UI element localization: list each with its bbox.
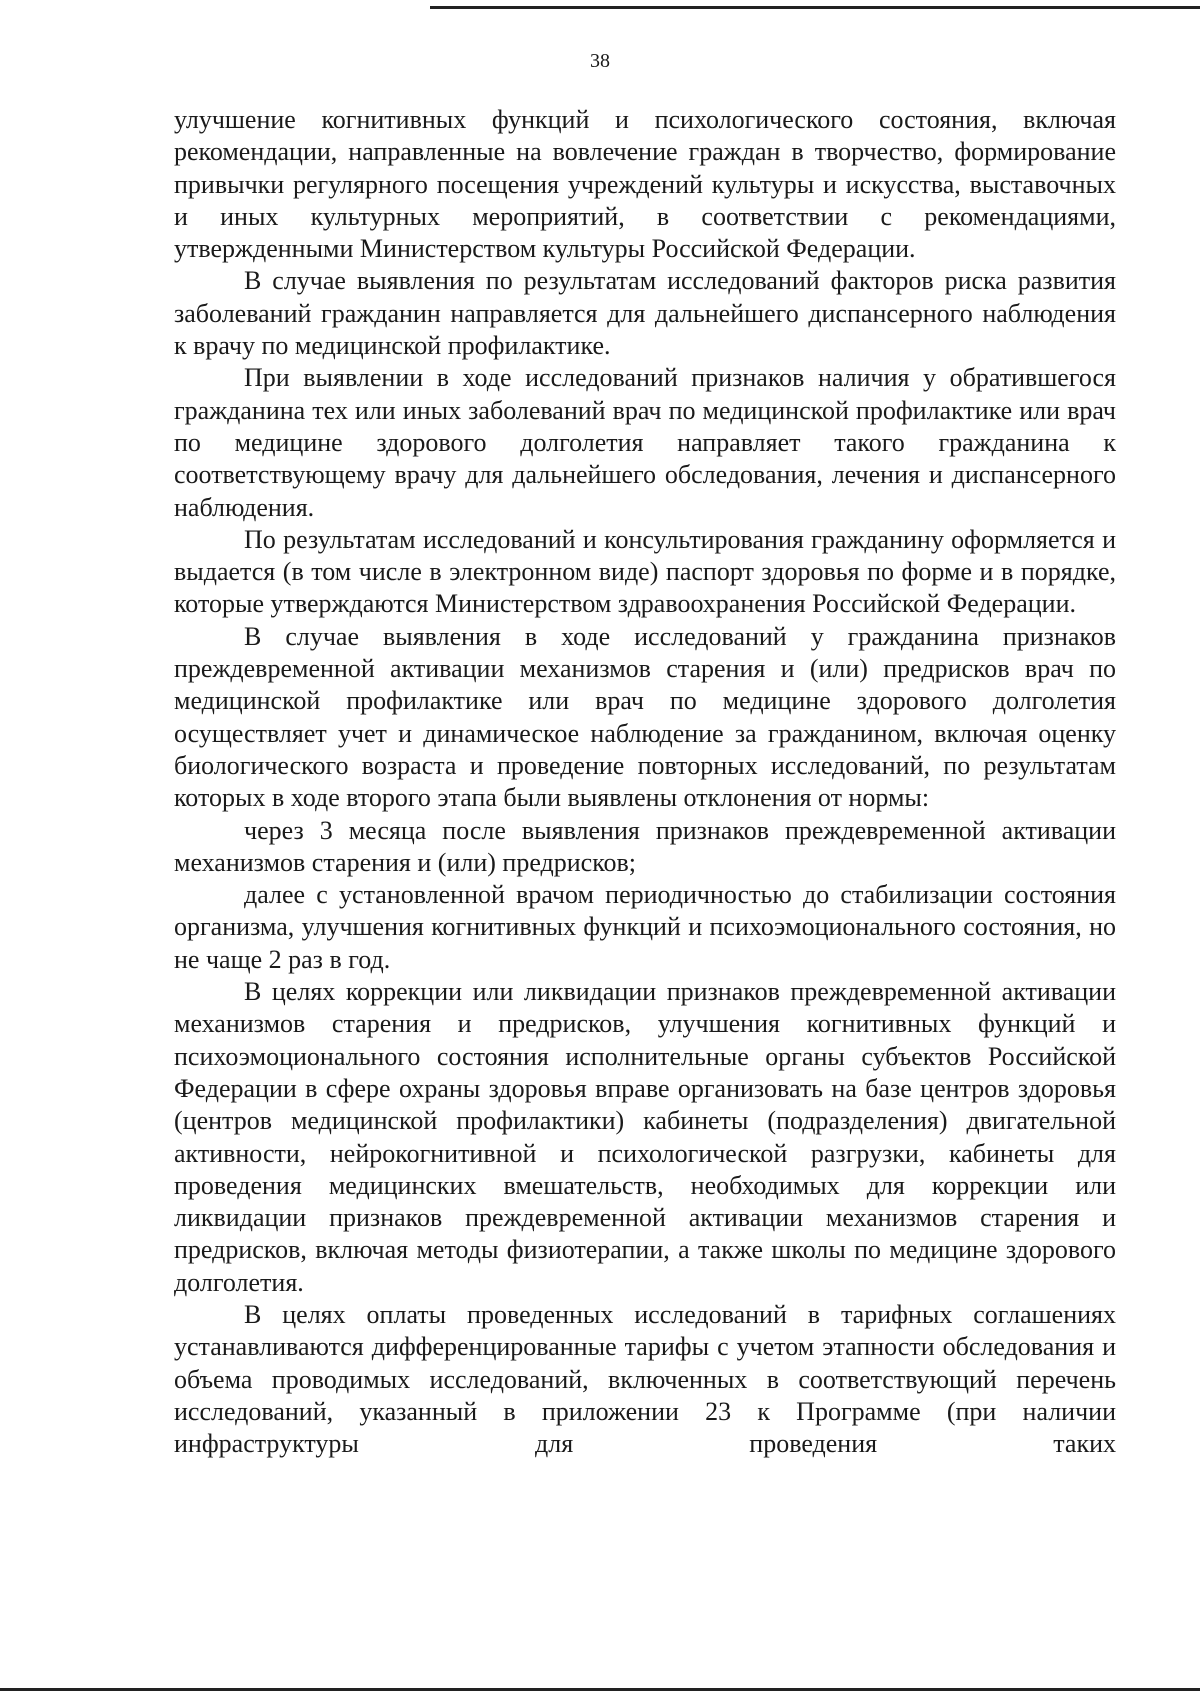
paragraph-tariffs: В целях оплаты проведенных исследований в тарифных соглашениях устанавливаются дифференцированные тарифы с учетом этапности обследования и объема проводимых исследований, включенных в соответствующий перечень исследований, указанный в приложении 23 к Программе (при наличии инфраструктуры для проведения таких	[174, 1299, 1116, 1459]
paragraph-health-centers: В целях коррекции или ликвидации признаков преждевременной активации механизмов старения и предрисков, улучшения когнитивных функций и психоэмоционального состояния исполнительные органы субъектов Российской Федерации в сфере охраны здоровья вправе организовать на базе центров здоровья (центров медицинской профилактики) кабинеты (подразделения) двигательной активности, нейрокогнитивной и психологической разгрузки, кабинеты для проведения медицинских вмешательств, необходимых для коррекции или ликвидации признаков преждевременной активации механизмов старения и предрисков, включая методы физиотерапии, а также школы по медицине здорового долголетия.	[174, 977, 1116, 1297]
paragraph-risk-factors: В случае выявления по результатам исследований факторов риска развития заболеваний гражданин направляется для дальнейшего диспансерного наблюдения к врачу по медицинской профилактике.	[174, 266, 1116, 361]
bottom-scan-rule	[0, 1688, 1200, 1691]
paragraph-premature-aging: В случае выявления в ходе исследований у гражданина признаков преждевременной активации механизмов старения и (или) предрисков врач по медицинской профилактике или врач по медицине здорового долголетия осуществляет учет и динамическое наблюдение за гражданином, включая оценку биологического возраста и проведение повторных исследований, по результатам которых в ходе второго этапа были выявлены отклонения от нормы:	[174, 621, 1116, 813]
paragraph-health-passport: По результатам исследований и консультирования гражданину оформляется и выдается (в том числе в электронном виде) паспорт здоровья по форме и в порядке, которые утверждаются Министерством здравоохранения Российской Федерации.	[174, 524, 1116, 619]
paragraph-periodicity: далее с установленной врачом периодичностью до стабилизации состояния организма, улучшения когнитивных функций и психоэмоционального состояния, но не чаще 2 раз в год.	[174, 880, 1116, 974]
document-body	[174, 104, 1116, 1460]
paragraph-three-months: через 3 месяца после выявления признаков преждевременной активации механизмов старения и (или) предрисков;	[174, 815, 1116, 877]
page-number: 38	[590, 50, 610, 72]
top-scan-rule	[430, 6, 1200, 9]
paragraph-cognitive-functions: улучшение когнитивных функций и психологического состояния, включая рекомендации, направленные на вовлечение граждан в творчество, формирование привычки регулярного посещения учреждений культуры и искусства, выставочных и иных культурных мероприятий, в соответствии с рекомендациями, утвержденными Министерством культуры Российской Федерации.	[174, 105, 1116, 264]
paragraph-disease-detection: При выявлении в ходе исследований признаков наличия у обратившегося гражданина тех или иных заболеваний врач по медицинской профилактике или врач по медицине здорового долголетия направляет такого гражданина к соответствующему врачу для дальнейшего обследования, лечения и диспансерного наблюдения.	[174, 363, 1116, 522]
